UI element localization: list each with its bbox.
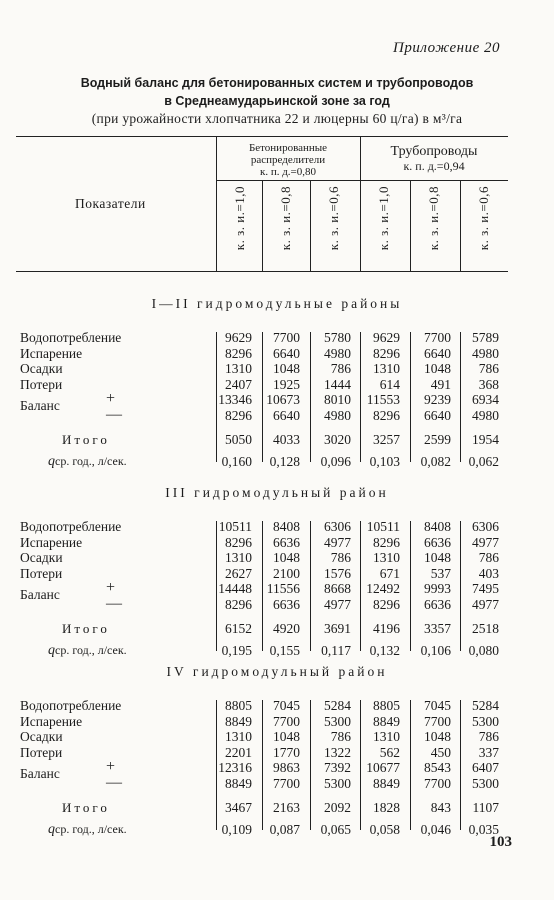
table-cell: 1310 <box>373 361 400 377</box>
total-cell: 1954 <box>472 431 499 447</box>
column-divider <box>410 332 411 462</box>
table-cell: 8805 <box>373 698 400 713</box>
precipitation-label: Осадки <box>20 729 63 745</box>
column-divider <box>410 700 411 830</box>
table-cell: 7700 <box>424 776 451 791</box>
indicators-header: Показатели <box>75 196 146 211</box>
table-cell: 2201 <box>225 744 252 760</box>
table-cell: 786 <box>330 729 351 745</box>
table-cell: 5300 <box>472 776 499 791</box>
table-cell: 6934 <box>472 392 499 408</box>
table-cell: 8296 <box>373 408 400 423</box>
table-cell: 8849 <box>225 776 252 791</box>
column-divider <box>262 700 263 830</box>
table-cell: 7700 <box>273 776 300 791</box>
table-cell: 537 <box>430 565 451 581</box>
column-divider <box>360 521 361 651</box>
flow-rate-unit: ср. год., л/сек. <box>55 821 127 836</box>
column-divider <box>262 521 263 651</box>
precipitation-label: Осадки <box>20 361 63 377</box>
flow-rate-cell: 0,087 <box>269 821 300 837</box>
section-title: I—II гидромодульные районы <box>151 296 403 311</box>
table-cell: 6306 <box>324 519 351 534</box>
column-divider <box>360 332 361 462</box>
header-bottom-rule <box>16 271 508 272</box>
table-cell: 8296 <box>373 534 400 550</box>
column-divider <box>216 521 217 651</box>
column-divider <box>410 521 411 651</box>
table-cell: 4977 <box>472 534 499 550</box>
table-cell: 6407 <box>472 760 499 776</box>
flow-rate-cell: 0,117 <box>321 642 351 658</box>
column-header-1: к. з. и.=1,0 <box>232 186 247 251</box>
table-cell: 6640 <box>424 408 451 423</box>
table-cell: 8408 <box>424 519 451 534</box>
total-cell: 3357 <box>424 620 451 636</box>
table-cell: 1048 <box>424 550 451 566</box>
table-cell: 1925 <box>273 376 300 392</box>
table-cell: 1310 <box>373 729 400 745</box>
group-concrete-line1: Бетонированные <box>248 142 328 154</box>
column-divider <box>216 332 217 462</box>
table-cell: 1048 <box>273 550 300 566</box>
column-divider <box>460 521 461 651</box>
table-cell: 1322 <box>324 744 351 760</box>
flow-rate-label <box>48 454 127 470</box>
total-cell: 4033 <box>273 431 300 447</box>
flow-rate-label <box>48 822 127 838</box>
table-cell: 7045 <box>273 698 300 713</box>
table-cell: 614 <box>379 376 400 392</box>
table-cell: 5780 <box>324 330 351 345</box>
flow-rate-unit: ср. год., л/сек. <box>55 453 127 468</box>
total-cell: 5050 <box>225 431 252 447</box>
table-cell: 8668 <box>324 581 351 597</box>
total-cell: 3020 <box>324 431 351 447</box>
table-cell: 14448 <box>218 581 252 597</box>
table-cell: 8296 <box>225 345 252 361</box>
table-cell: 8849 <box>373 776 400 791</box>
header-col-divider <box>460 180 461 271</box>
table-cell: 7700 <box>273 330 300 345</box>
table-cell: 9629 <box>225 330 252 345</box>
table-cell: 9863 <box>273 760 300 776</box>
flow-rate-cell: 0,109 <box>221 821 252 837</box>
table-cell: 1310 <box>225 361 252 377</box>
table-cell: 6306 <box>472 519 499 534</box>
table-cell: 1444 <box>324 376 351 392</box>
evaporation-label: Испарение <box>20 713 83 729</box>
table-cell: 8010 <box>324 392 351 408</box>
table-cell: 562 <box>379 744 400 760</box>
table-cell: 5300 <box>324 713 351 729</box>
page-number: 103 <box>489 834 512 850</box>
table-cell: 4977 <box>324 597 351 612</box>
group-divider-rule <box>216 180 508 181</box>
column-divider <box>360 700 361 830</box>
flow-rate-cell: 0,080 <box>468 642 499 658</box>
table-cell: 9993 <box>424 581 451 597</box>
flow-rate-symbol: q <box>48 821 55 837</box>
section-title: III гидромодульный район <box>165 485 389 500</box>
header-top-rule <box>16 136 508 137</box>
table-cell: 5300 <box>324 776 351 791</box>
header-col-divider <box>310 180 311 271</box>
table-cell: 8296 <box>225 408 252 423</box>
flow-rate-cell: 0,128 <box>269 453 300 469</box>
group-pipes-line1: Трубопроводы <box>390 144 478 159</box>
precipitation-label: Осадки <box>20 550 63 566</box>
minus-sign: — <box>106 406 122 424</box>
total-cell: 2518 <box>472 620 499 636</box>
table-cell: 671 <box>379 565 400 581</box>
table-cell: 7045 <box>424 698 451 713</box>
table-cell: 786 <box>478 550 499 566</box>
table-cell: 403 <box>478 565 499 581</box>
table-cell: 1048 <box>424 729 451 745</box>
total-cell: 2599 <box>424 431 451 447</box>
evaporation-label: Испарение <box>20 345 83 361</box>
table-cell: 13346 <box>218 392 252 408</box>
table-cell: 6636 <box>273 534 300 550</box>
flow-rate-cell: 0,058 <box>369 821 400 837</box>
water-use-label: Водопотребление <box>20 698 122 713</box>
table-cell: 10677 <box>366 760 400 776</box>
table-cell: 7700 <box>424 330 451 345</box>
column-divider <box>310 521 311 651</box>
balance-label: Баланс <box>20 766 60 782</box>
table-cell: 450 <box>430 744 451 760</box>
total-cell: 4196 <box>373 620 400 636</box>
flow-rate-symbol: q <box>48 642 55 658</box>
column-header-6: к. з. и.=0,6 <box>476 186 491 251</box>
column-header-5: к. з. и.=0,8 <box>426 186 441 251</box>
balance-label: Баланс <box>20 587 60 603</box>
total-cell: 843 <box>430 799 451 815</box>
table-cell: 786 <box>330 550 351 566</box>
table-cell: 8849 <box>373 713 400 729</box>
table-cell: 7700 <box>424 713 451 729</box>
table-cell: 1048 <box>273 729 300 745</box>
flow-rate-cell: 0,106 <box>420 642 451 658</box>
table-cell: 4980 <box>472 408 499 423</box>
total-cell: 1828 <box>373 799 400 815</box>
table-cell: 5284 <box>324 698 351 713</box>
minus-sign: — <box>106 774 122 792</box>
table-cell: 2407 <box>225 376 252 392</box>
table-title-line2: в Среднеамударьинской зоне за год <box>164 94 390 108</box>
plus-sign: + <box>106 390 116 408</box>
flow-rate-cell: 0,096 <box>320 453 351 469</box>
total-cell: 6152 <box>225 620 252 636</box>
table-cell: 7392 <box>324 760 351 776</box>
losses-label: Потери <box>20 744 63 760</box>
table-cell: 6640 <box>273 408 300 423</box>
table-cell: 7700 <box>273 713 300 729</box>
group-concrete-header <box>216 142 360 178</box>
total-label: Итого <box>62 799 110 815</box>
column-divider <box>310 332 311 462</box>
flow-rate-cell: 0,082 <box>420 453 451 469</box>
total-cell: 2092 <box>324 799 351 815</box>
flow-rate-cell: 0,155 <box>269 642 300 658</box>
table-cell: 9629 <box>373 330 400 345</box>
table-cell: 4980 <box>472 345 499 361</box>
table-cell: 2627 <box>225 565 252 581</box>
group-concrete-line2: распределители <box>250 154 326 166</box>
table-cell: 5300 <box>472 713 499 729</box>
table-cell: 8805 <box>225 698 252 713</box>
table-cell: 6640 <box>273 345 300 361</box>
flow-rate-cell: 0,132 <box>369 642 400 658</box>
table-cell: 10673 <box>266 392 300 408</box>
table-cell: 7495 <box>472 581 499 597</box>
table-cell: 10511 <box>366 519 400 534</box>
table-cell: 337 <box>478 744 499 760</box>
water-use-label: Водопотребление <box>20 330 122 345</box>
losses-label: Потери <box>20 565 63 581</box>
flow-rate-cell: 0,160 <box>221 453 252 469</box>
table-cell: 5284 <box>472 698 499 713</box>
table-cell: 6636 <box>424 597 451 612</box>
table-cell: 12492 <box>366 581 400 597</box>
table-cell: 8543 <box>424 760 451 776</box>
column-divider <box>460 332 461 462</box>
total-label: Итого <box>62 620 110 636</box>
table-cell: 5789 <box>472 330 499 345</box>
evaporation-label: Испарение <box>20 534 83 550</box>
flow-rate-cell: 0,195 <box>221 642 252 658</box>
table-cell: 8296 <box>225 597 252 612</box>
column-header-4: к. з. и.=1,0 <box>376 186 391 251</box>
total-label: Итого <box>62 431 110 447</box>
table-cell: 9239 <box>424 392 451 408</box>
table-cell: 6640 <box>424 345 451 361</box>
table-cell: 4980 <box>324 408 351 423</box>
flow-rate-symbol: q <box>48 453 55 469</box>
column-divider <box>310 700 311 830</box>
table-cell: 6636 <box>424 534 451 550</box>
table-cell: 786 <box>478 729 499 745</box>
table-cell: 8296 <box>373 597 400 612</box>
total-cell: 4920 <box>273 620 300 636</box>
table-cell: 1310 <box>225 729 252 745</box>
flow-rate-cell: 0,062 <box>468 453 499 469</box>
flow-rate-unit: ср. год., л/сек. <box>55 642 127 657</box>
table-cell: 8849 <box>225 713 252 729</box>
flow-rate-label <box>48 643 127 659</box>
appendix-label: Приложение 20 <box>393 40 500 56</box>
table-cell: 1048 <box>424 361 451 377</box>
table-cell: 4977 <box>472 597 499 612</box>
table-cell: 12316 <box>218 760 252 776</box>
flow-rate-cell: 0,065 <box>320 821 351 837</box>
table-cell: 1310 <box>225 550 252 566</box>
table-cell: 786 <box>478 361 499 377</box>
table-cell: 8408 <box>273 519 300 534</box>
plus-sign: + <box>106 758 116 776</box>
flow-rate-cell: 0,103 <box>369 453 400 469</box>
flow-rate-cell: 0,035 <box>468 821 499 837</box>
group-pipes-header <box>360 145 508 173</box>
column-divider <box>216 700 217 830</box>
column-header-3: к. з. и.=0,6 <box>326 186 341 251</box>
table-cell: 1770 <box>273 744 300 760</box>
table-cell: 11556 <box>266 581 300 597</box>
minus-sign: — <box>106 595 122 613</box>
table-cell: 4977 <box>324 534 351 550</box>
table-cell: 2100 <box>273 565 300 581</box>
total-cell: 3257 <box>373 431 400 447</box>
balance-label: Баланс <box>20 398 60 414</box>
losses-label: Потери <box>20 376 63 392</box>
total-cell: 2163 <box>273 799 300 815</box>
table-cell: 10511 <box>218 519 252 534</box>
table-subtitle: (при урожайности хлопчатника 22 и люцерны 60 ц/га) в м³/га <box>91 111 463 126</box>
table-cell: 786 <box>330 361 351 377</box>
table-cell: 368 <box>478 376 499 392</box>
table-title: Водный баланс для бетонированных систем и трубопроводов <box>80 76 474 90</box>
column-header-2: к. з. и.=0,8 <box>278 186 293 251</box>
header-col-divider <box>262 180 263 271</box>
table-cell: 6636 <box>273 597 300 612</box>
table-cell: 8296 <box>373 345 400 361</box>
total-cell: 3691 <box>324 620 351 636</box>
column-divider <box>460 700 461 830</box>
table-cell: 491 <box>430 376 451 392</box>
group-concrete-efficiency: к. п. д.=0,80 <box>259 166 317 178</box>
column-divider <box>262 332 263 462</box>
table-cell: 4980 <box>324 345 351 361</box>
total-cell: 1107 <box>472 799 499 815</box>
table-cell: 1048 <box>273 361 300 377</box>
plus-sign: + <box>106 579 116 597</box>
table-cell: 11553 <box>366 392 400 408</box>
flow-rate-cell: 0,046 <box>420 821 451 837</box>
water-use-label: Водопотребление <box>20 519 122 534</box>
table-cell: 1576 <box>324 565 351 581</box>
header-col-divider <box>410 180 411 271</box>
group-pipes-efficiency: к. п. д.=0,94 <box>403 159 465 173</box>
table-cell: 1310 <box>373 550 400 566</box>
section-title: IV гидромодульный район <box>166 664 388 679</box>
table-cell: 8296 <box>225 534 252 550</box>
total-cell: 3467 <box>225 799 252 815</box>
